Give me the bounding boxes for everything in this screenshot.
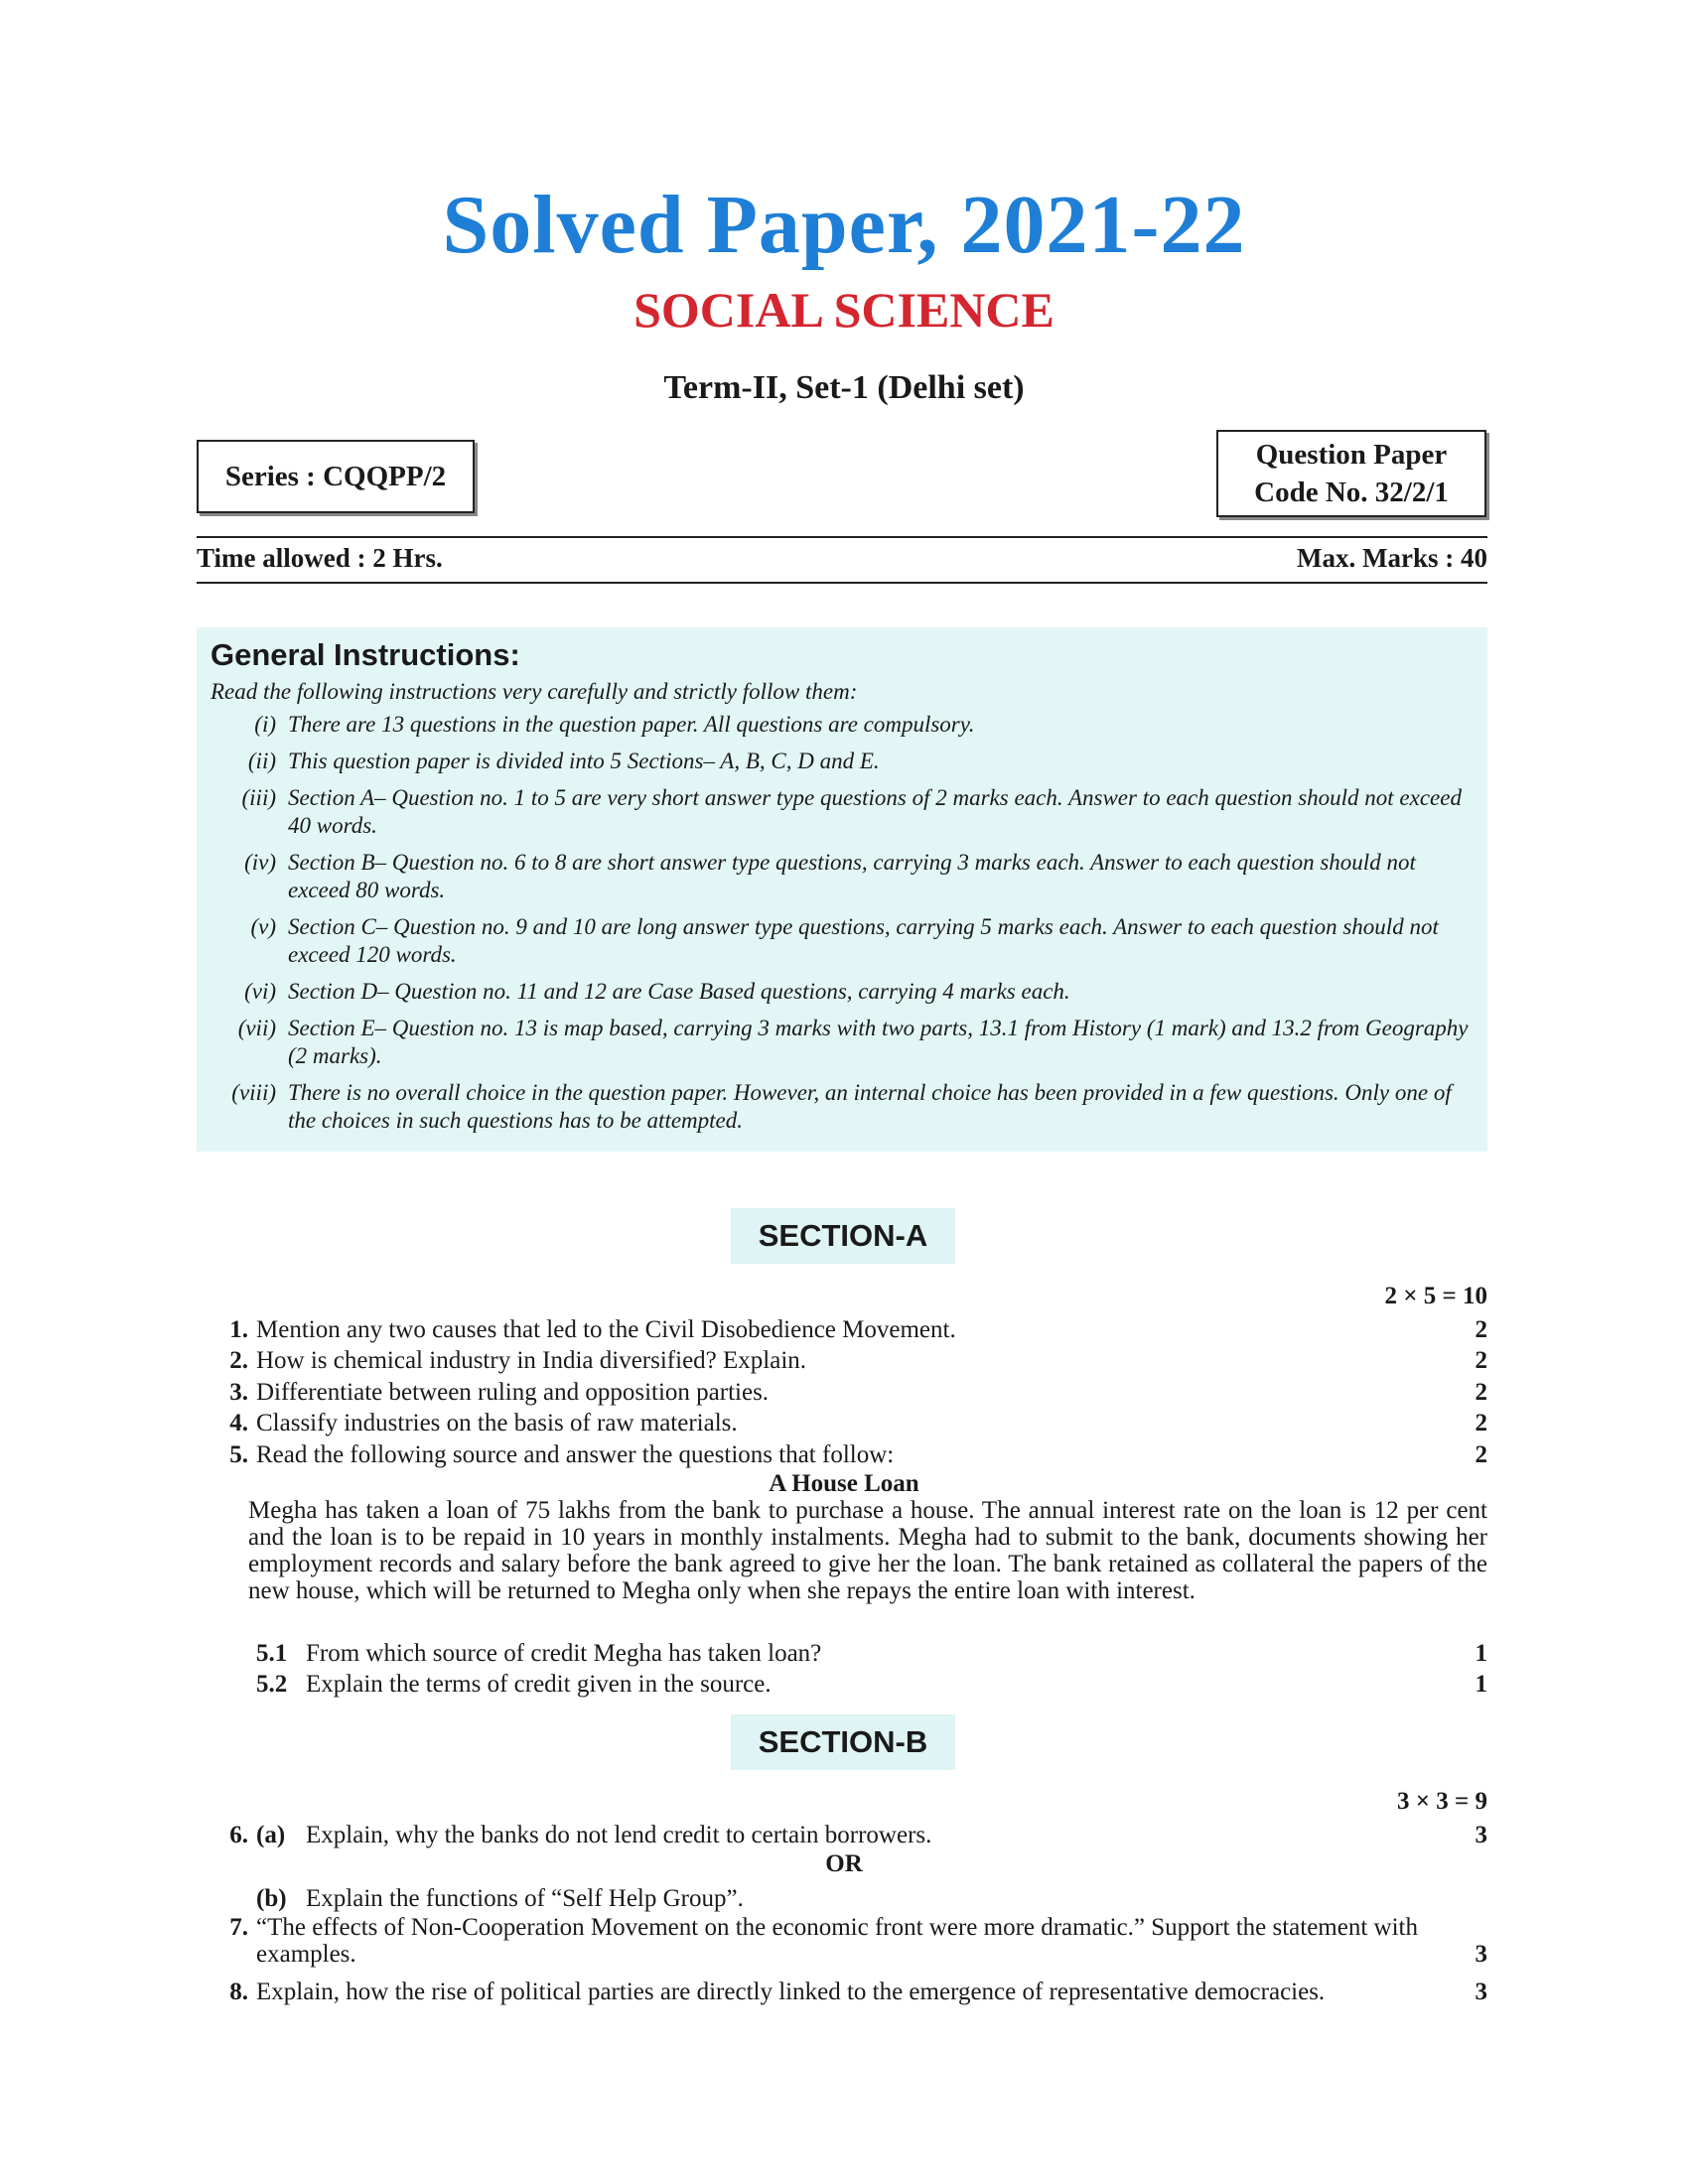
question-row xyxy=(197,1440,1487,1470)
subquestion-number: 5.2 xyxy=(256,1671,288,1698)
question-number: 2. xyxy=(229,1347,248,1374)
instruction-item xyxy=(211,1079,1474,1135)
instruction-text: This question paper is divided into 5 Sections– A, B, C, D and E. xyxy=(288,749,880,773)
question-text: “The effects of Non-Cooperation Movement on the economic front were more dramatic.” Support the statement with examples. xyxy=(256,1914,1418,1968)
section-a-heading: SECTION-A xyxy=(731,1208,955,1264)
question-option-label: (a) xyxy=(256,1822,286,1848)
subquestion-spacer xyxy=(197,1639,256,1669)
instruction-item xyxy=(211,711,1474,739)
instruction-item xyxy=(211,913,1474,969)
instruction-text: Section B– Question no. 6 to 8 are short answer type questions, carrying 3 marks each. Answer to each question should not exceed 80 words. xyxy=(288,850,1416,902)
subquestion-row xyxy=(197,1639,1487,1669)
bottom-rule xyxy=(197,582,1487,584)
question-row xyxy=(197,1315,1487,1345)
instruction-text: There are 13 questions in the question paper. All questions are compulsory. xyxy=(288,712,975,737)
question-number: 8. xyxy=(229,1979,248,2005)
instruction-text: Section A– Question no. 1 to 5 are very short answer type questions of 2 marks each. Answer to each question should not exceed 40 words. xyxy=(288,785,1462,838)
question-marks: 3 xyxy=(1475,1979,1487,2005)
instructions-title: General Instructions: xyxy=(211,637,520,672)
question-marks: 3 xyxy=(1475,1822,1487,1848)
question-row xyxy=(197,1884,1487,1914)
instruction-number: (viii) xyxy=(231,1080,276,1105)
instruction-item xyxy=(211,748,1474,775)
top-rule xyxy=(197,536,1487,538)
section-b-marks-total: 3 × 3 = 9 xyxy=(1397,1788,1487,1815)
instruction-number: (vi) xyxy=(244,979,276,1004)
question-row xyxy=(197,1914,1487,1968)
instruction-item xyxy=(211,1015,1474,1070)
question-row xyxy=(197,1346,1487,1376)
subquestion-text: Explain the terms of credit given in the source. xyxy=(306,1671,772,1698)
question-marks: 2 xyxy=(1475,1316,1487,1343)
source-passage: Megha has taken a loan of 75 lakhs from the bank to purchase a house. The annual interest rate on the loan is 12 per cent and the loan is to be repaid in 10 years in monthly instalments. Megha had to submit to the bank, documents showing her employment records and salary before the bank agreed to give her the loan. The bank retained as collateral the papers of the new house, which will be returned to Megha only when she repays the entire loan with interest. xyxy=(248,1497,1487,1604)
question-text: Explain the functions of “Self Help Group”. xyxy=(306,1885,744,1912)
term-set-label: Term-II, Set-1 (Delhi set) xyxy=(663,369,1025,406)
instruction-number: (iv) xyxy=(244,850,276,875)
subquestion-spacer xyxy=(197,1670,256,1700)
subquestion-marks: 1 xyxy=(1475,1671,1487,1698)
instructions-lead: Read the following instructions very carefully and strictly follow them: xyxy=(211,679,858,704)
question-number: 4. xyxy=(229,1410,248,1436)
series-box xyxy=(197,440,475,513)
question-row xyxy=(197,1378,1487,1408)
question-number: 7. xyxy=(229,1914,248,1941)
instruction-item xyxy=(211,849,1474,904)
page-title: Solved Paper, 2021-22 xyxy=(442,179,1246,271)
subquestion-text: From which source of credit Megha has taken loan? xyxy=(306,1640,822,1667)
or-divider: OR xyxy=(825,1850,863,1877)
question-text: Read the following source and answer the questions that follow: xyxy=(256,1441,895,1468)
question-number: 5. xyxy=(229,1441,248,1468)
instruction-number: (v) xyxy=(250,914,276,939)
question-text: Differentiate between ruling and opposition parties. xyxy=(256,1379,770,1406)
question-row xyxy=(197,1821,1487,1850)
instruction-number: (vii) xyxy=(237,1016,276,1040)
question-marks: 3 xyxy=(1475,1941,1487,1968)
question-text: Explain, how the rise of political parties are directly linked to the emergence of representative democracies. xyxy=(256,1979,1326,2005)
paper-code-line-2: Code No. 32/2/1 xyxy=(1254,477,1449,508)
section-b-heading: SECTION-B xyxy=(731,1714,955,1770)
instruction-number: (ii) xyxy=(247,749,276,773)
question-row xyxy=(197,1409,1487,1438)
question-option-label: (b) xyxy=(256,1885,287,1912)
question-marks-spacer xyxy=(1448,1884,1487,1914)
question-text: Classify industries on the basis of raw materials. xyxy=(256,1410,738,1436)
source-title: A House Loan xyxy=(769,1470,919,1497)
instruction-text: Section E– Question no. 13 is map based, carrying 3 marks with two parts, 13.1 from History (1 mark) and 13.2 from Geography (2 marks). xyxy=(288,1016,1469,1068)
general-instructions xyxy=(197,627,1487,1152)
paper-code-line-1: Question Paper xyxy=(1255,439,1448,471)
question-text: How is chemical industry in India diversified? Explain. xyxy=(256,1347,807,1374)
question-number: 3. xyxy=(229,1379,248,1406)
instruction-text: There is no overall choice in the question paper. However, an internal choice has been provided in a few questions. Only one of the choices in such questions has to be attempted. xyxy=(288,1080,1452,1133)
section-a-marks-total: 2 × 5 = 10 xyxy=(1384,1283,1487,1309)
question-marks: 2 xyxy=(1475,1347,1487,1374)
question-number: 6. xyxy=(229,1822,248,1848)
question-number: 1. xyxy=(229,1316,248,1343)
subquestion-number: 5.1 xyxy=(256,1640,288,1667)
paper-code-box xyxy=(1216,430,1486,517)
subquestion-marks: 1 xyxy=(1475,1640,1487,1667)
question-text: Mention any two causes that led to the Civil Disobedience Movement. xyxy=(256,1316,956,1343)
instruction-item xyxy=(211,784,1474,840)
question-marks: 2 xyxy=(1475,1410,1487,1436)
subject-title: SOCIAL SCIENCE xyxy=(633,282,1055,338)
question-text: Explain, why the banks do not lend credit to certain borrowers. xyxy=(306,1822,932,1848)
subquestion-row xyxy=(197,1670,1487,1700)
instruction-text: Section C– Question no. 9 and 10 are long answer type questions, carrying 5 marks each. Answer to each question should not exceed 120 words. xyxy=(288,914,1439,967)
time-allowed: Time allowed : 2 Hrs. xyxy=(197,543,443,573)
question-marks: 2 xyxy=(1475,1379,1487,1406)
instruction-number: (i) xyxy=(254,712,276,737)
instruction-number: (iii) xyxy=(241,785,276,810)
question-number-spacer xyxy=(197,1884,256,1914)
max-marks: Max. Marks : 40 xyxy=(1297,543,1487,573)
question-row xyxy=(197,1978,1487,2007)
question-marks: 2 xyxy=(1475,1441,1487,1468)
series-label: Series : CQQPP/2 xyxy=(224,460,447,492)
instruction-item xyxy=(211,978,1474,1006)
instruction-text: Section D– Question no. 11 and 12 are Case Based questions, carrying 4 marks each. xyxy=(288,979,1070,1004)
